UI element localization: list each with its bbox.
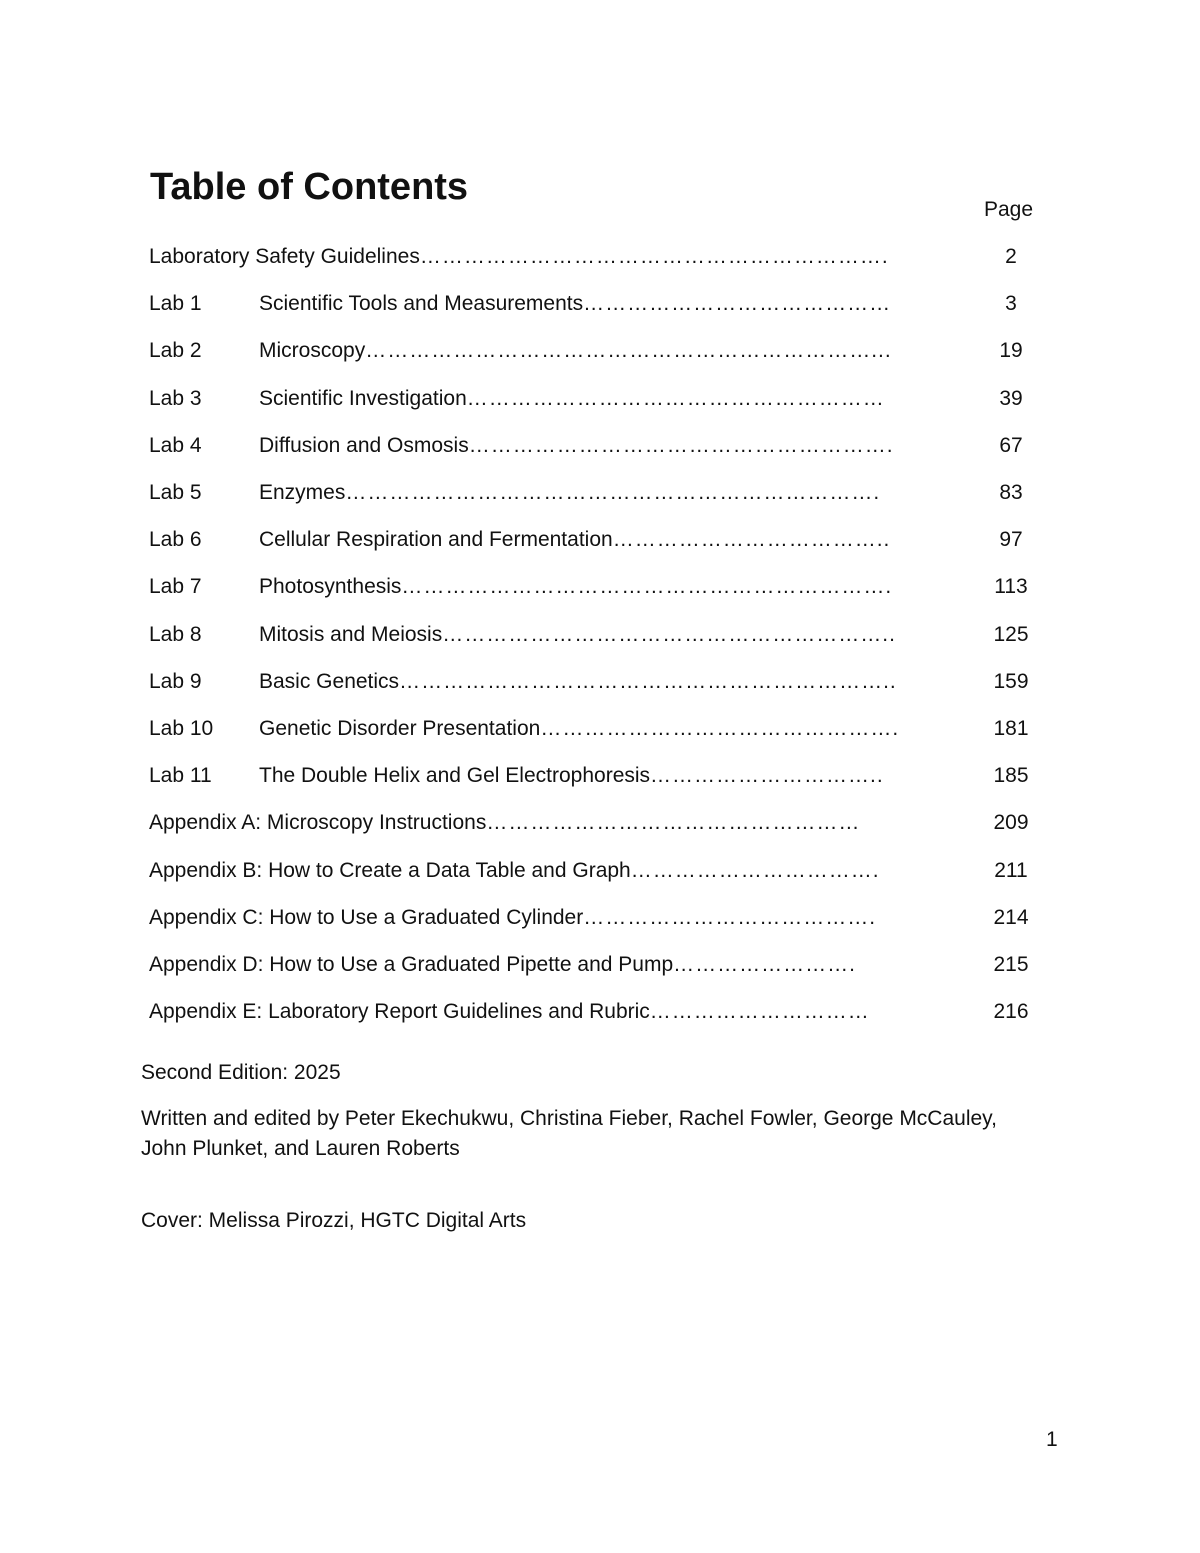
toc-dot-leader: ………………………… bbox=[649, 1000, 870, 1023]
toc-entry-title: Cellular Respiration and Fermentation bbox=[259, 528, 613, 551]
toc-dot-leader: ……………………………. bbox=[630, 859, 880, 882]
toc-page-number: 181 bbox=[993, 717, 1029, 740]
toc-lab-number: Lab 9 bbox=[149, 670, 202, 693]
toc-entry-title: Mitosis and Meiosis bbox=[259, 623, 443, 646]
toc-entry-title-line bbox=[149, 950, 953, 980]
toc-page-number: 215 bbox=[993, 953, 1029, 976]
toc-entry-title: Appendix A: Microscopy Instructions bbox=[149, 811, 487, 834]
toc-entry bbox=[0, 903, 1200, 933]
toc-entry-title-line bbox=[259, 525, 953, 555]
toc-dot-leader: ……………………. bbox=[673, 953, 856, 976]
toc-dot-leader: ……………………………………………………………... bbox=[365, 339, 892, 362]
toc-entry bbox=[0, 620, 1200, 650]
toc-entry-title-line bbox=[259, 289, 953, 319]
cover-credit: Cover: Melissa Pirozzi, HGTC Digital Arts bbox=[141, 1209, 527, 1232]
toc-entry bbox=[0, 856, 1200, 886]
toc-entry-title: Scientific Tools and Measurements bbox=[259, 292, 584, 315]
toc-entry bbox=[0, 384, 1200, 414]
toc-entry-title-line bbox=[149, 242, 953, 272]
toc-dot-leader: …………………………………………………………. bbox=[401, 575, 893, 598]
toc-entry-title: Microscopy bbox=[259, 339, 366, 362]
toc-entry-title-line bbox=[149, 856, 953, 886]
toc-dot-leader: …………………………………………………….. bbox=[442, 623, 896, 646]
toc-page-number: 125 bbox=[993, 623, 1029, 646]
toc-page-number: 39 bbox=[999, 387, 1023, 410]
toc-lab-number: Lab 8 bbox=[149, 623, 202, 646]
toc-entry bbox=[0, 808, 1200, 838]
toc-entry-title-line bbox=[149, 997, 953, 1027]
toc-page-number: 3 bbox=[1005, 292, 1017, 315]
toc-entry-title-line bbox=[259, 714, 953, 744]
page-title: Table of Contents bbox=[150, 166, 469, 208]
toc-dot-leader: …………………………………………. bbox=[540, 717, 900, 740]
toc-entry bbox=[0, 950, 1200, 980]
toc-page-number: 209 bbox=[993, 811, 1029, 834]
toc-entry-title-line bbox=[149, 808, 953, 838]
toc-entry-title-line bbox=[259, 431, 953, 461]
toc-entry-title-line bbox=[259, 478, 953, 508]
toc-entry bbox=[0, 525, 1200, 555]
edition-line: Second Edition: 2025 bbox=[141, 1061, 341, 1084]
toc-dot-leader: ………………………………………………………. bbox=[419, 245, 889, 268]
toc-lab-number: Lab 6 bbox=[149, 528, 202, 551]
toc-entry bbox=[0, 478, 1200, 508]
toc-dot-leader: ………………………………………………………….. bbox=[399, 670, 897, 693]
toc-page-number: 2 bbox=[1005, 245, 1017, 268]
toc-entry-title: Scientific Investigation bbox=[259, 387, 467, 410]
toc-entry-title-line bbox=[259, 572, 953, 602]
toc-entry bbox=[0, 336, 1200, 366]
toc-entry-title: Enzymes bbox=[259, 481, 346, 504]
toc-lab-number: Lab 3 bbox=[149, 387, 202, 410]
toc-entry bbox=[0, 242, 1200, 272]
toc-lab-number: Lab 4 bbox=[149, 434, 202, 457]
toc-entry-title: Laboratory Safety Guidelines bbox=[149, 245, 420, 268]
toc-dot-leader: …………………………………… bbox=[583, 292, 892, 315]
toc-dot-leader: …………………………………. bbox=[583, 906, 877, 929]
toc-page-number: 97 bbox=[999, 528, 1023, 551]
toc-entry bbox=[0, 572, 1200, 602]
toc-entry-title: Appendix D: How to Use a Graduated Pipette and Pump bbox=[149, 953, 674, 976]
toc-entry-title: Appendix E: Laboratory Report Guidelines and Rubric bbox=[149, 1000, 650, 1023]
toc-page-number: 214 bbox=[993, 906, 1029, 929]
toc-entry-title-line bbox=[259, 336, 953, 366]
toc-lab-number: Lab 5 bbox=[149, 481, 202, 504]
toc-page-number: 113 bbox=[994, 575, 1028, 598]
toc-entry-title: Appendix B: How to Create a Data Table and Graph bbox=[149, 859, 631, 882]
toc-page-number: 211 bbox=[994, 859, 1028, 882]
toc-entry-title-line bbox=[149, 903, 953, 933]
toc-entry bbox=[0, 761, 1200, 791]
toc-page-number: 216 bbox=[993, 1000, 1029, 1023]
toc-lab-number: Lab 10 bbox=[149, 717, 214, 740]
toc-entry-title: Photosynthesis bbox=[259, 575, 402, 598]
toc-entry-title: Basic Genetics bbox=[259, 670, 400, 693]
toc-page-number: 19 bbox=[999, 339, 1023, 362]
toc-lab-number: Lab 7 bbox=[149, 575, 202, 598]
toc-dot-leader: ………………………………………………………………. bbox=[345, 481, 881, 504]
toc-entry-title-line bbox=[259, 667, 953, 697]
toc-entry bbox=[0, 714, 1200, 744]
toc-entry bbox=[0, 431, 1200, 461]
toc-entry-title: The Double Helix and Gel Electrophoresis bbox=[259, 764, 651, 787]
toc-dot-leader: ………………………………………………… bbox=[466, 387, 885, 410]
toc-lab-number: Lab 1 bbox=[149, 292, 202, 315]
toc-page-number: 67 bbox=[999, 434, 1023, 457]
toc-page-number: 83 bbox=[999, 481, 1023, 504]
toc-lab-number: Lab 2 bbox=[149, 339, 202, 362]
toc-dot-leader: ……………………………….. bbox=[612, 528, 891, 551]
page-column-header: Page bbox=[984, 198, 1034, 221]
toc-dot-leader: …………………………………………………. bbox=[468, 434, 894, 457]
toc-entry bbox=[0, 289, 1200, 319]
toc-page-number: 185 bbox=[993, 764, 1029, 787]
toc-entry-title: Diffusion and Osmosis bbox=[259, 434, 469, 457]
toc-lab-number: Lab 11 bbox=[149, 764, 212, 787]
toc-dot-leader: ………………………….. bbox=[650, 764, 884, 787]
toc-page-number: 159 bbox=[993, 670, 1029, 693]
toc-entry-title-line bbox=[259, 384, 953, 414]
toc-entry-title-line bbox=[259, 761, 953, 791]
toc-entry-title: Appendix C: How to Use a Graduated Cylinder bbox=[149, 906, 584, 929]
authors-credit: Written and edited by Peter Ekechukwu, Christina Fieber, Rachel Fowler, George McCauley, John Plunket, and Lauren Roberts bbox=[141, 1107, 997, 1160]
toc-entry bbox=[0, 997, 1200, 1027]
toc-entry-title: Genetic Disorder Presentation bbox=[259, 717, 541, 740]
toc-entry bbox=[0, 667, 1200, 697]
toc-entry-title-line bbox=[259, 620, 953, 650]
toc-dot-leader: …………………………………………… bbox=[486, 811, 861, 834]
page-number: 1 bbox=[1046, 1428, 1058, 1451]
